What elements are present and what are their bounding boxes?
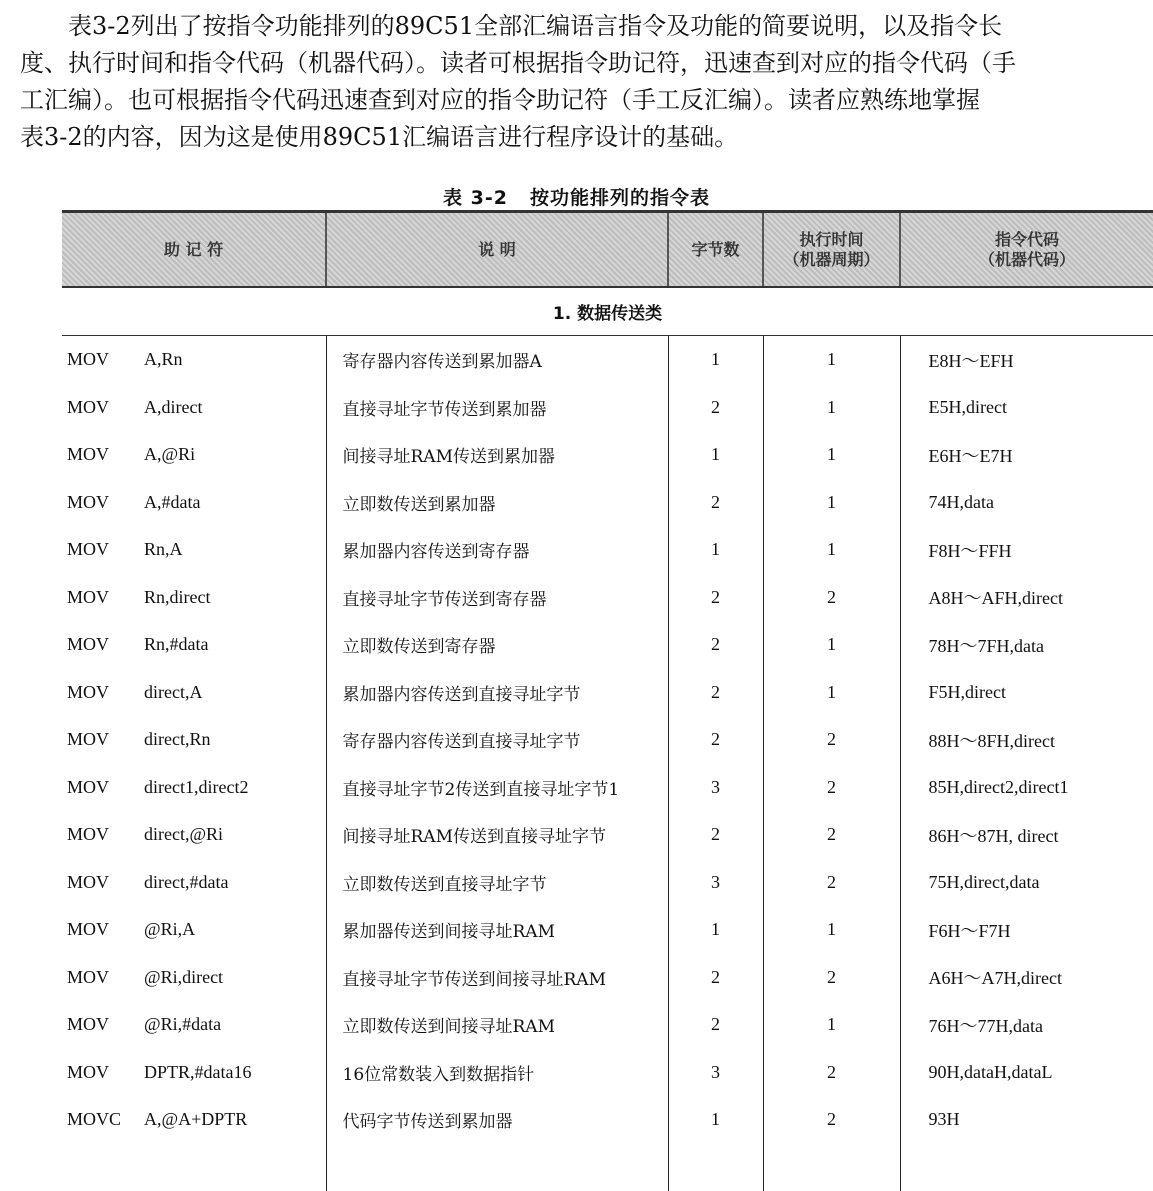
mnemonic-cell (62, 621, 326, 669)
description-cell: 直接寻址字节2传送到直接寻址字节1 (326, 764, 668, 812)
cycles-cell (763, 1144, 900, 1191)
opcode-cell: 88H～8FH,direct (900, 716, 1153, 764)
description-cell: 直接寻址字节传送到寄存器 (326, 574, 668, 622)
cycles-cell: 2 (763, 574, 900, 622)
cycles-cell: 2 (763, 954, 900, 1002)
header-exec-time (763, 212, 900, 288)
table-row (62, 906, 1153, 954)
mnemonic-cell (62, 479, 326, 527)
opcode-mnemonic: MOV (67, 634, 144, 655)
opcode-cell: F6H～F7H (900, 906, 1153, 954)
operands: A,#data (144, 492, 200, 512)
table-row (62, 1001, 1153, 1049)
description-cell: 直接寻址字节传送到间接寻址RAM (326, 954, 668, 1002)
header-mnemonic: 助 记 符 (62, 212, 326, 288)
description-cell: 累加器内容传送到直接寻址字节 (326, 669, 668, 717)
mnemonic-cell (62, 716, 326, 764)
cycles-cell: 1 (763, 336, 900, 384)
header-exec-time-line2: （机器周期） (783, 250, 879, 269)
opcode-mnemonic: MOV (67, 1062, 144, 1083)
table-row (62, 1049, 1153, 1097)
cycles-cell: 1 (763, 906, 900, 954)
opcode-mnemonic: MOV (67, 444, 144, 465)
header-opcode-line2: （机器代码） (979, 250, 1075, 269)
table-row (62, 574, 1153, 622)
table-row (62, 526, 1153, 574)
table-row (62, 811, 1153, 859)
operands: direct1,direct2 (144, 777, 248, 797)
opcode-mnemonic: MOV (67, 729, 144, 750)
cycles-cell: 2 (763, 1096, 900, 1144)
table-row (62, 384, 1153, 432)
table-row (62, 431, 1153, 479)
operands: @Ri,#data (144, 1014, 221, 1034)
description-cell: 立即数传送到寄存器 (326, 621, 668, 669)
mnemonic-cell (62, 1096, 326, 1144)
bytes-cell: 1 (668, 1096, 763, 1144)
mnemonic-cell (62, 431, 326, 479)
bytes-cell: 2 (668, 669, 763, 717)
table-row (62, 621, 1153, 669)
section-row (62, 287, 1153, 336)
table-row (62, 336, 1153, 384)
cycles-cell: 1 (763, 669, 900, 717)
description-cell: 间接寻址RAM传送到直接寻址字节 (326, 811, 668, 859)
operands: direct,#data (144, 872, 228, 892)
mnemonic-cell (62, 811, 326, 859)
cycles-cell: 1 (763, 431, 900, 479)
bytes-cell: 2 (668, 811, 763, 859)
table-row (62, 669, 1153, 717)
description-cell: 16位常数装入到数据指针 (326, 1049, 668, 1097)
mnemonic-cell (62, 336, 326, 384)
opcode-cell: E5H,direct (900, 384, 1153, 432)
header-description: 说 明 (326, 212, 668, 288)
mnemonic-cell (62, 1144, 326, 1191)
operands: A,@Ri (144, 444, 195, 464)
description-cell: 直接寻址字节传送到累加器 (326, 384, 668, 432)
table-title: 按功能排列的指令表 (530, 187, 710, 209)
opcode-cell: 76H～77H,data (900, 1001, 1153, 1049)
table-caption (0, 183, 1153, 210)
section-title: 1. 数据传送类 (62, 287, 1153, 336)
table-row (62, 954, 1153, 1002)
operands: A,@A+DPTR (144, 1109, 247, 1129)
description-cell: 立即数传送到累加器 (326, 479, 668, 527)
table-row (62, 764, 1153, 812)
cycles-cell: 1 (763, 526, 900, 574)
bytes-cell: 3 (668, 859, 763, 907)
operands: A,direct (144, 397, 202, 417)
intro-line: 工汇编）。也可根据指令代码迅速查到对应的指令助记符（手工反汇编）。读者应熟练地掌握 (20, 82, 1153, 119)
description-cell: 立即数传送到直接寻址字节 (326, 859, 668, 907)
mnemonic-cell (62, 526, 326, 574)
description-cell: 寄存器内容传送到直接寻址字节 (326, 716, 668, 764)
cycles-cell: 1 (763, 384, 900, 432)
opcode-cell: 85H,direct2,direct1 (900, 764, 1153, 812)
cycles-cell: 2 (763, 859, 900, 907)
cycles-cell: 1 (763, 621, 900, 669)
mnemonic-cell (62, 384, 326, 432)
opcode-cell (900, 1144, 1153, 1191)
opcode-mnemonic: MOV (67, 587, 144, 608)
header-row (62, 212, 1153, 288)
opcode-cell: E8H～EFH (900, 336, 1153, 384)
opcode-mnemonic: MOV (67, 919, 144, 940)
mnemonic-cell (62, 1049, 326, 1097)
cycles-cell: 1 (763, 479, 900, 527)
cycles-cell: 2 (763, 811, 900, 859)
opcode-cell: 74H,data (900, 479, 1153, 527)
instruction-table (62, 210, 1153, 1191)
bytes-cell: 2 (668, 1001, 763, 1049)
opcode-mnemonic: MOV (67, 967, 144, 988)
opcode-mnemonic: MOV (67, 397, 144, 418)
operands: @Ri,A (144, 919, 195, 939)
bytes-cell: 1 (668, 526, 763, 574)
opcode-mnemonic: MOVC (67, 1109, 144, 1130)
description-cell: 累加器传送到间接寻址RAM (326, 906, 668, 954)
mnemonic-cell (62, 669, 326, 717)
table-row (62, 716, 1153, 764)
description-cell: 代码字节传送到累加器 (326, 1096, 668, 1144)
opcode-cell: F8H～FFH (900, 526, 1153, 574)
opcode-mnemonic: MOV (67, 682, 144, 703)
mnemonic-cell (62, 906, 326, 954)
opcode-cell: 75H,direct,data (900, 859, 1153, 907)
operands: @Ri,direct (144, 967, 223, 987)
intro-line: 度、执行时间和指令代码（机器代码）。读者可根据指令助记符，迅速查到对应的指令代码（手 (20, 45, 1153, 82)
bytes-cell: 2 (668, 621, 763, 669)
operands: DPTR,#data16 (144, 1062, 252, 1082)
bytes-cell: 1 (668, 431, 763, 479)
description-cell: 寄存器内容传送到累加器A (326, 336, 668, 384)
opcode-cell: 86H～87H, direct (900, 811, 1153, 859)
mnemonic-cell (62, 954, 326, 1002)
table-row (62, 1096, 1153, 1144)
operands: Rn,direct (144, 587, 210, 607)
opcode-cell: 90H,dataH,dataL (900, 1049, 1153, 1097)
cycles-cell: 2 (763, 1049, 900, 1097)
bytes-cell (668, 1144, 763, 1191)
operands: A,Rn (144, 349, 183, 369)
bytes-cell: 2 (668, 954, 763, 1002)
opcode-cell: 93H (900, 1096, 1153, 1144)
bytes-cell: 2 (668, 574, 763, 622)
intro-paragraph (20, 8, 1153, 156)
operands: Rn,A (144, 539, 183, 559)
operands: Rn,#data (144, 634, 209, 654)
description-cell (326, 1144, 668, 1191)
operands: direct,A (144, 682, 202, 702)
opcode-cell: E6H～E7H (900, 431, 1153, 479)
table-row (62, 479, 1153, 527)
opcode-mnemonic: MOV (67, 824, 144, 845)
opcode-mnemonic: MOV (67, 539, 144, 560)
opcode-cell: A6H～A7H,direct (900, 954, 1153, 1002)
bytes-cell: 3 (668, 764, 763, 812)
header-opcode-line1: 指令代码 (995, 230, 1059, 249)
operands: direct,@Ri (144, 824, 223, 844)
header-bytes: 字节数 (668, 212, 763, 288)
opcode-mnemonic: MOV (67, 777, 144, 798)
opcode-mnemonic: MOV (67, 349, 144, 370)
bytes-cell: 2 (668, 384, 763, 432)
opcode-mnemonic: MOV (67, 1014, 144, 1035)
mnemonic-cell (62, 1001, 326, 1049)
intro-line: 表3-2的内容，因为这是使用89C51汇编语言进行程序设计的基础。 (20, 119, 1153, 156)
cycles-cell: 1 (763, 1001, 900, 1049)
opcode-mnemonic: MOV (67, 492, 144, 513)
table-row (62, 859, 1153, 907)
intro-line: 表3-2列出了按指令功能排列的89C51全部汇编语言指令及功能的简要说明，以及指令长 (20, 8, 1153, 45)
operands: direct,Rn (144, 729, 210, 749)
opcode-cell: F5H,direct (900, 669, 1153, 717)
bytes-cell: 2 (668, 716, 763, 764)
mnemonic-cell (62, 574, 326, 622)
bytes-cell: 2 (668, 479, 763, 527)
bytes-cell: 1 (668, 336, 763, 384)
bytes-cell: 1 (668, 906, 763, 954)
cycles-cell: 2 (763, 764, 900, 812)
description-cell: 立即数传送到间接寻址RAM (326, 1001, 668, 1049)
mnemonic-cell (62, 764, 326, 812)
opcode-mnemonic: MOV (67, 872, 144, 893)
header-exec-time-line1: 执行时间 (799, 230, 863, 249)
opcode-cell: 78H～7FH,data (900, 621, 1153, 669)
mnemonic-cell (62, 859, 326, 907)
cycles-cell: 2 (763, 716, 900, 764)
bytes-cell: 3 (668, 1049, 763, 1097)
opcode-cell: A8H～AFH,direct (900, 574, 1153, 622)
table-row-partial (62, 1144, 1153, 1191)
header-opcode (900, 212, 1153, 288)
description-cell: 间接寻址RAM传送到累加器 (326, 431, 668, 479)
table-number: 表 3-2 (443, 187, 508, 209)
description-cell: 累加器内容传送到寄存器 (326, 526, 668, 574)
